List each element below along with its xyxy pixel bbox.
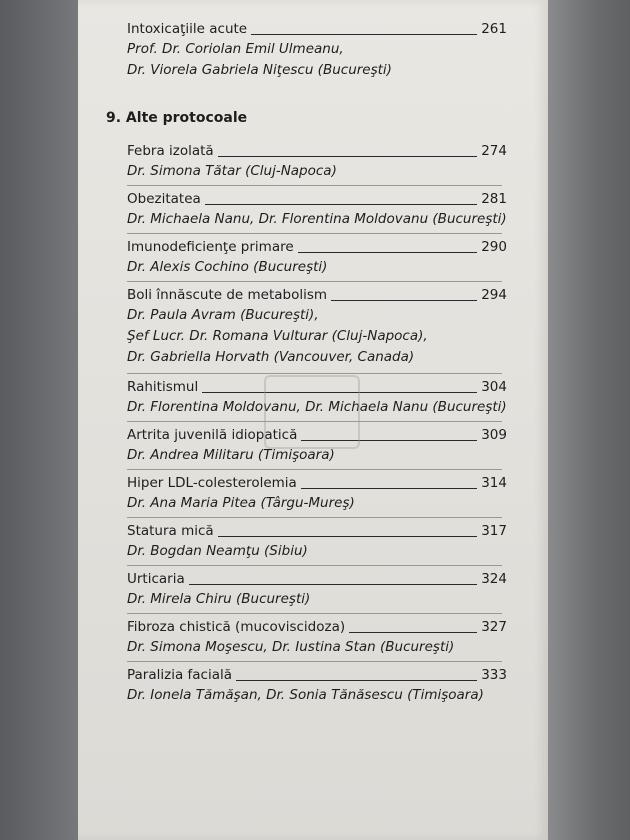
leader-rule	[251, 33, 477, 35]
toc-entry-page: 324	[481, 571, 507, 587]
toc-entry-author: Prof. Dr. Coriolan Emil Ulmeanu,	[127, 41, 344, 57]
divider	[127, 565, 502, 566]
toc-entry-author: Dr. Alexis Cochino (Bucureşti)	[127, 259, 328, 275]
divider	[127, 469, 502, 470]
toc-entry-page: 290	[481, 239, 507, 255]
divider	[127, 517, 502, 518]
toc-entry-page: 281	[481, 191, 507, 207]
toc-entry-page: 294	[481, 287, 507, 303]
section-heading: 9. Alte protocoale	[106, 110, 248, 126]
toc-entry-page: 309	[481, 427, 507, 443]
toc-entry-author: Dr. Simona Tătar (Cluj-Napoca)	[127, 163, 337, 179]
toc-entry-line	[127, 20, 507, 39]
toc-entry	[127, 142, 507, 182]
leader-rule	[349, 631, 477, 633]
toc-entry-author: Dr. Ionela Tămăşan, Dr. Sonia Tănăsescu (Timişoara)	[127, 687, 484, 703]
divider	[127, 613, 502, 614]
toc-entry-title: Hiper LDL-colesterolemia	[127, 475, 297, 491]
toc-entry-author: Dr. Florentina Moldovanu, Dr. Michaela Nanu (Bucureşti)	[127, 399, 507, 415]
book-left-edge	[0, 0, 78, 840]
toc-entry-title: Urticaria	[127, 571, 185, 587]
toc-entry-author: Şef Lucr. Dr. Romana Vulturar (Cluj-Napoca),	[127, 328, 428, 344]
toc-entry	[127, 522, 507, 562]
toc-entry-title: Intoxicaţiile acute	[127, 21, 248, 37]
leader-rule	[236, 679, 477, 681]
toc-entry	[127, 666, 507, 706]
leader-rule	[298, 251, 478, 253]
toc-entry-title: Rahitismul	[127, 379, 199, 395]
toc-entry-page: 314	[481, 475, 507, 491]
toc-entry-page: 333	[481, 667, 507, 683]
toc-entry-author: Dr. Andrea Militaru (Timişoara)	[127, 447, 335, 463]
toc-entry-author: Dr. Michaela Nanu, Dr. Florentina Moldovanu (Bucureşti)	[127, 211, 507, 227]
toc-entry-intoxicatii	[127, 20, 507, 81]
leader-rule	[218, 535, 478, 537]
toc-entry-author: Dr. Simona Moşescu, Dr. Iustina Stan (Bucureşti)	[127, 639, 455, 655]
toc-entry-page: 317	[481, 523, 507, 539]
divider	[127, 233, 502, 234]
toc-entry-author: Dr. Paula Avram (Bucureşti),	[127, 307, 319, 323]
toc-entry-page: 274	[481, 143, 507, 159]
toc-entry-title: Obezitatea	[127, 191, 201, 207]
toc-entry-author: Dr. Ana Maria Pitea (Târgu-Mureş)	[127, 495, 355, 511]
toc-entry-author: Dr. Viorela Gabriela Niţescu (Bucureşti)	[127, 62, 392, 78]
toc-entry-page: 327	[481, 619, 507, 635]
toc-entry-title: Fibroza chistică (mucoviscidoza)	[127, 619, 346, 635]
toc-entry-title: Imunodeficienţe primare	[127, 239, 294, 255]
toc-entry-title: Paralizia facială	[127, 667, 233, 683]
toc-entry	[127, 570, 507, 610]
leader-rule	[189, 583, 477, 585]
watermark-logo	[264, 375, 360, 449]
toc-entry-title: Boli înnăscute de metabolism	[127, 287, 328, 303]
leader-rule	[218, 155, 478, 157]
toc-entry	[127, 286, 507, 368]
leader-rule	[205, 203, 477, 205]
book-right-edge	[548, 0, 630, 840]
toc-entry-page: 261	[481, 21, 507, 37]
toc-entry	[127, 190, 507, 230]
divider	[127, 281, 502, 282]
book-page	[78, 0, 548, 840]
toc-entry-author: Dr. Bogdan Neamţu (Sibiu)	[127, 543, 308, 559]
toc-entry	[127, 618, 507, 658]
toc-entry-author: Dr. Mirela Chiru (Bucureşti)	[127, 591, 311, 607]
divider	[127, 185, 502, 186]
toc-entry	[127, 238, 507, 278]
divider	[127, 661, 502, 662]
toc-entry-page: 304	[481, 379, 507, 395]
toc-entry-title: Statura mică	[127, 523, 214, 539]
toc-entry	[127, 474, 507, 514]
toc-entry-title: Febra izolată	[127, 143, 214, 159]
toc-entry-title: Artrita juvenilă idiopatică	[127, 427, 298, 443]
divider	[127, 373, 502, 374]
leader-rule	[331, 299, 477, 301]
leader-rule	[301, 487, 477, 489]
toc-entry-author: Dr. Gabriella Horvath (Vancouver, Canada)	[127, 349, 415, 365]
